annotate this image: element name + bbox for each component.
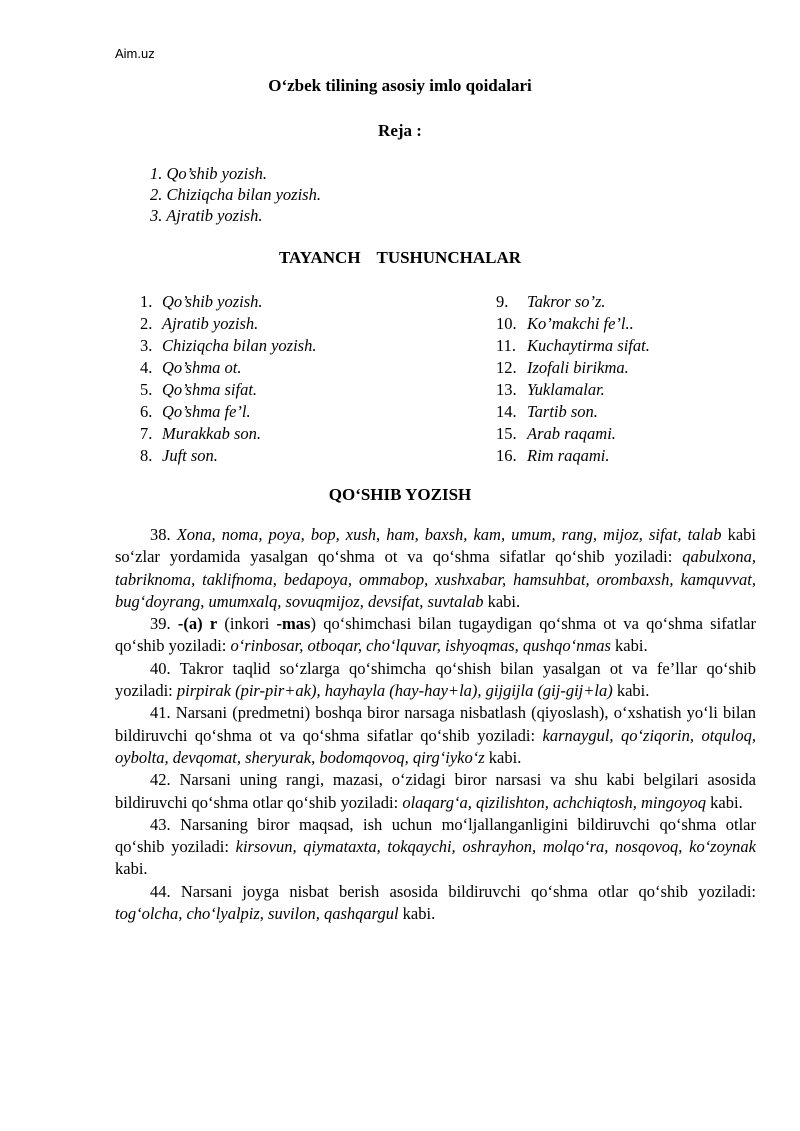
plan-item: 1. Qo’shib yozish. [150,164,268,183]
rule-text: kabi. [483,591,521,611]
rule-text: 40. Takror taqlid so‘zlarga qo‘shimcha qo‘shish bilan yasalgan ot va fe’llar qo‘shib yoziladi: [115,658,756,701]
section-heading: QO‘SHIB YOZISH [328,485,472,504]
concept-item [496,291,650,313]
plan-list [150,163,321,226]
example-text: karnaygul, qo‘ziqorin, otquloq, oybolta, devqomat, sheryurak, bodomqovoq, qirg‘iyko‘z [115,725,756,767]
concept-text: Tartib son. [527,402,598,421]
concept-number: 2. [140,314,153,333]
rule-paragraph [115,769,756,814]
page-title: O‘zbek tilining asosiy imlo qoidalari [268,76,532,95]
concepts-column-right [496,291,650,467]
example-text: tog‘olcha, cho‘lyalpiz, suvilon, qashqargul [115,904,399,924]
concept-number: 1. [140,292,153,311]
rule-text: kabi. [610,636,648,656]
concept-item [496,357,650,379]
concept-number: 7. [140,424,153,443]
rule-text: kabi. [398,904,436,924]
example-text: pirpirak (pir-pir+ak), hayhayla (hay-hay+la), gijgijla (gij-gij+la) [176,681,613,701]
plan-heading: Reja : [378,121,422,140]
concept-text: Qo’shma fe’l. [162,402,251,421]
rule-text: 38. [150,525,177,544]
rule-text: kabi. [706,792,743,812]
rule-paragraph [115,881,756,926]
rule-text: 41. Narsani (predmetni) boshqa biror narsaga nisbatlash (qiyoslash), o‘xshatish yo‘li bilan bildiruvchi qo‘shma ot va qo‘shma sifatlar qo‘shib yoziladi: [115,703,756,745]
concept-item [140,423,316,445]
concept-number: 3. [140,336,153,355]
plan-item: 2. Chiziqcha bilan yozish. [150,185,321,204]
concept-item [496,379,650,401]
concept-text: Juft son. [162,446,218,465]
rule-text: ) qo‘shimchasi bilan tugaydigan qo‘shma ot va qo‘shma sifatlar qo‘shib yoziladi: [115,614,756,656]
concept-text: Kuchaytirma sifat. [527,336,650,355]
concept-item [496,313,650,335]
rule-text: kabi so‘zlar yordamida yasalgan qo‘shma ot va qo‘shma sifatlar qo‘shib yoziladi: [115,525,756,567]
rule-paragraph [115,524,756,613]
concept-text: Chiziqcha bilan yozish. [162,336,317,355]
concept-number: 11. [496,336,517,355]
concept-item [496,401,650,423]
example-text: kirsovun, qiymataxta, tokqaychi, oshrayhon, molqo‘ra, nosqovoq, ko‘zoynak [235,837,757,857]
section-body [115,524,756,925]
example-text: olaqarg‘a, qizilishton, achchiqtosh, mingoyoq [402,792,707,812]
concept-text: Rim raqami. [527,446,610,465]
concept-text: Qo’shma ot. [162,358,242,377]
rule-text: kabi. [115,859,148,879]
concept-item [496,445,650,467]
rule-paragraph [115,613,756,658]
concept-number: 5. [140,380,153,399]
concept-number: 8. [140,446,153,465]
concept-text: Takror so’z. [527,292,606,311]
concept-number: 12. [496,358,517,377]
rule-text: kabi. [612,681,650,701]
example-text: qabulxona, tabriknoma, taklifnoma, bedapoya, ommabop, xushxabar, hamsuhbat, orombaxsh, kamquvvat, bug‘doyrang, umumxalq, sovuqmijoz, devsifat, suvtalab [115,547,756,611]
rule-paragraph [115,658,756,703]
concept-item [140,291,316,313]
concept-number: 15. [496,424,517,443]
rule-text: kabi. [484,747,522,767]
concept-text: Qo’shib yozish. [162,292,263,311]
concept-text: Ko’makchi fe’l.. [527,314,634,333]
emphasis-text: -mas [276,614,311,634]
concept-item [140,379,316,401]
concept-text: Qo’shma sifat. [162,380,258,399]
concept-number: 16. [496,446,517,465]
concept-text: Ajratib yozish. [162,314,259,333]
example-text: Xona, noma, poya, bop, xush, ham, baxsh, kam, umum, rang, mijoz, sifat, talab [176,525,722,544]
concept-number: 14. [496,402,517,421]
concepts-column-left [140,291,316,467]
key-concepts-heading: TAYANCH TUSHUNCHALAR [278,248,522,267]
rule-text: 43. Narsaning biror maqsad, ish uchun mo‘ljallanganligini bildiruvchi qo‘shma otlar qo‘shib yoziladi: [115,814,756,857]
example-text: o‘rinbosar, otboqar, cho‘lquvar, ishyoqmas, qushqo‘nmas [230,636,611,656]
rule-paragraph [115,814,756,881]
concept-item [140,313,316,335]
concept-item [140,445,316,467]
rule-text: 44. Narsani joyga nisbat berish asosida bildiruvchi qo‘shma otlar qo‘shib yoziladi: [150,881,756,901]
rule-paragraph [115,702,756,769]
concept-number: 4. [140,358,153,377]
rule-text: 39. [150,614,178,634]
concept-item [496,423,650,445]
rule-text: 42. Narsani uning rangi, mazasi, o‘zidagi biror narsasi va shu kabi belgilari asosida bildiruvchi qo‘shma otlar qo‘shib yoziladi: [115,770,756,812]
concept-text: Murakkab son. [162,424,261,443]
concept-text: Yuklamalar. [527,380,605,399]
concept-item [140,401,316,423]
concept-item [140,335,316,357]
site-label: Aim.uz [115,46,155,61]
plan-item: 3. Ajratib yozish. [150,206,263,225]
concept-item [140,357,316,379]
concept-text: Izofali birikma. [527,358,629,377]
concept-number: 9. [496,292,509,311]
concept-number: 13. [496,380,517,399]
concept-number: 6. [140,402,153,421]
emphasis-text: -(a) r [177,614,218,634]
rule-text: (inkori [217,614,277,634]
concept-number: 10. [496,314,517,333]
concept-item [496,335,650,357]
concept-text: Arab raqami. [527,424,616,443]
